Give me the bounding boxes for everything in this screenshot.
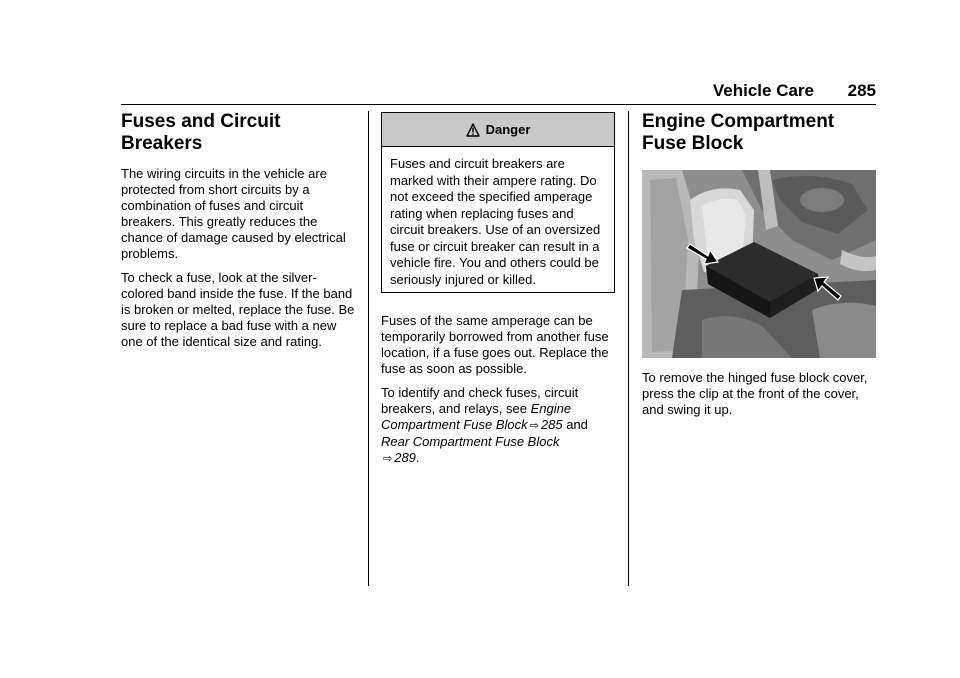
warning-triangle-icon (466, 123, 480, 137)
page-ref-arrow-icon: ⇨ (383, 453, 393, 465)
danger-text: Fuses and circuit breakers are marked with their ampere rating. Do not exceed the specified amperage rating when replacing fuses and circuit breakers. Use of an oversized fuse or circuit breaker can result in a vehicle fire. You and others could be seriously injured or killed. (390, 156, 601, 287)
danger-box (381, 112, 615, 293)
engine-fuse-block-photo (642, 170, 876, 358)
danger-label: Danger (485, 122, 531, 137)
paragraph-identify-fuses: To identify and check fuses, circuit breakers, and relays, see Engine Compartment Fuse Block ⇨ 285 and Rear Compartment Fuse Block ⇨ 289. (381, 385, 588, 465)
paragraph-check-fuse: To check a fuse, look at the silver-colored band inside the fuse. If the band is broken or melted, replace the fuse. Be sure to replace a bad fuse with a new one of the identical size and rating. (121, 270, 355, 349)
header-section-title: Vehicle Care (712, 81, 814, 100)
paragraph-borrow-fuse: Fuses of the same amperage can be temporarily borrowed from another fuse location, if a fuse goes out. Replace the fuse as soon as possible. (381, 313, 609, 376)
column-engine-compartment-fuse-block (642, 111, 876, 426)
header-page-number: 285 (847, 81, 876, 100)
danger-header (382, 113, 614, 147)
paragraph-remove-cover: To remove the hinged fuse block cover, press the clip at the front of the cover, and swing it up. (642, 370, 868, 417)
column-danger (381, 111, 615, 475)
section-title-fuses: Fuses and Circuit Breakers (121, 111, 281, 154)
header-rule (121, 104, 876, 105)
column-fuses-and-circuit-breakers (121, 111, 355, 358)
page-ref-arrow-icon: ⇨ (529, 420, 539, 432)
section-title-engine-fuse-block: Engine Compartment Fuse Block (642, 111, 835, 154)
danger-body (382, 147, 614, 292)
paragraph-wiring-circuits: The wiring circuits in the vehicle are protected from short circuits by a combination of fuses and circuit breakers. This greatly reduces the chance of damage caused by electrical problems. (121, 166, 346, 261)
link-rear-compartment-fuse-block[interactable]: Rear Compartment Fuse Block ⇨ 289 (381, 434, 560, 465)
column-divider-1 (368, 111, 369, 586)
link-engine-compartment-fuse-block[interactable]: Engine Compartment Fuse Block ⇨ 285 (381, 401, 572, 432)
column-divider-2 (628, 111, 629, 586)
